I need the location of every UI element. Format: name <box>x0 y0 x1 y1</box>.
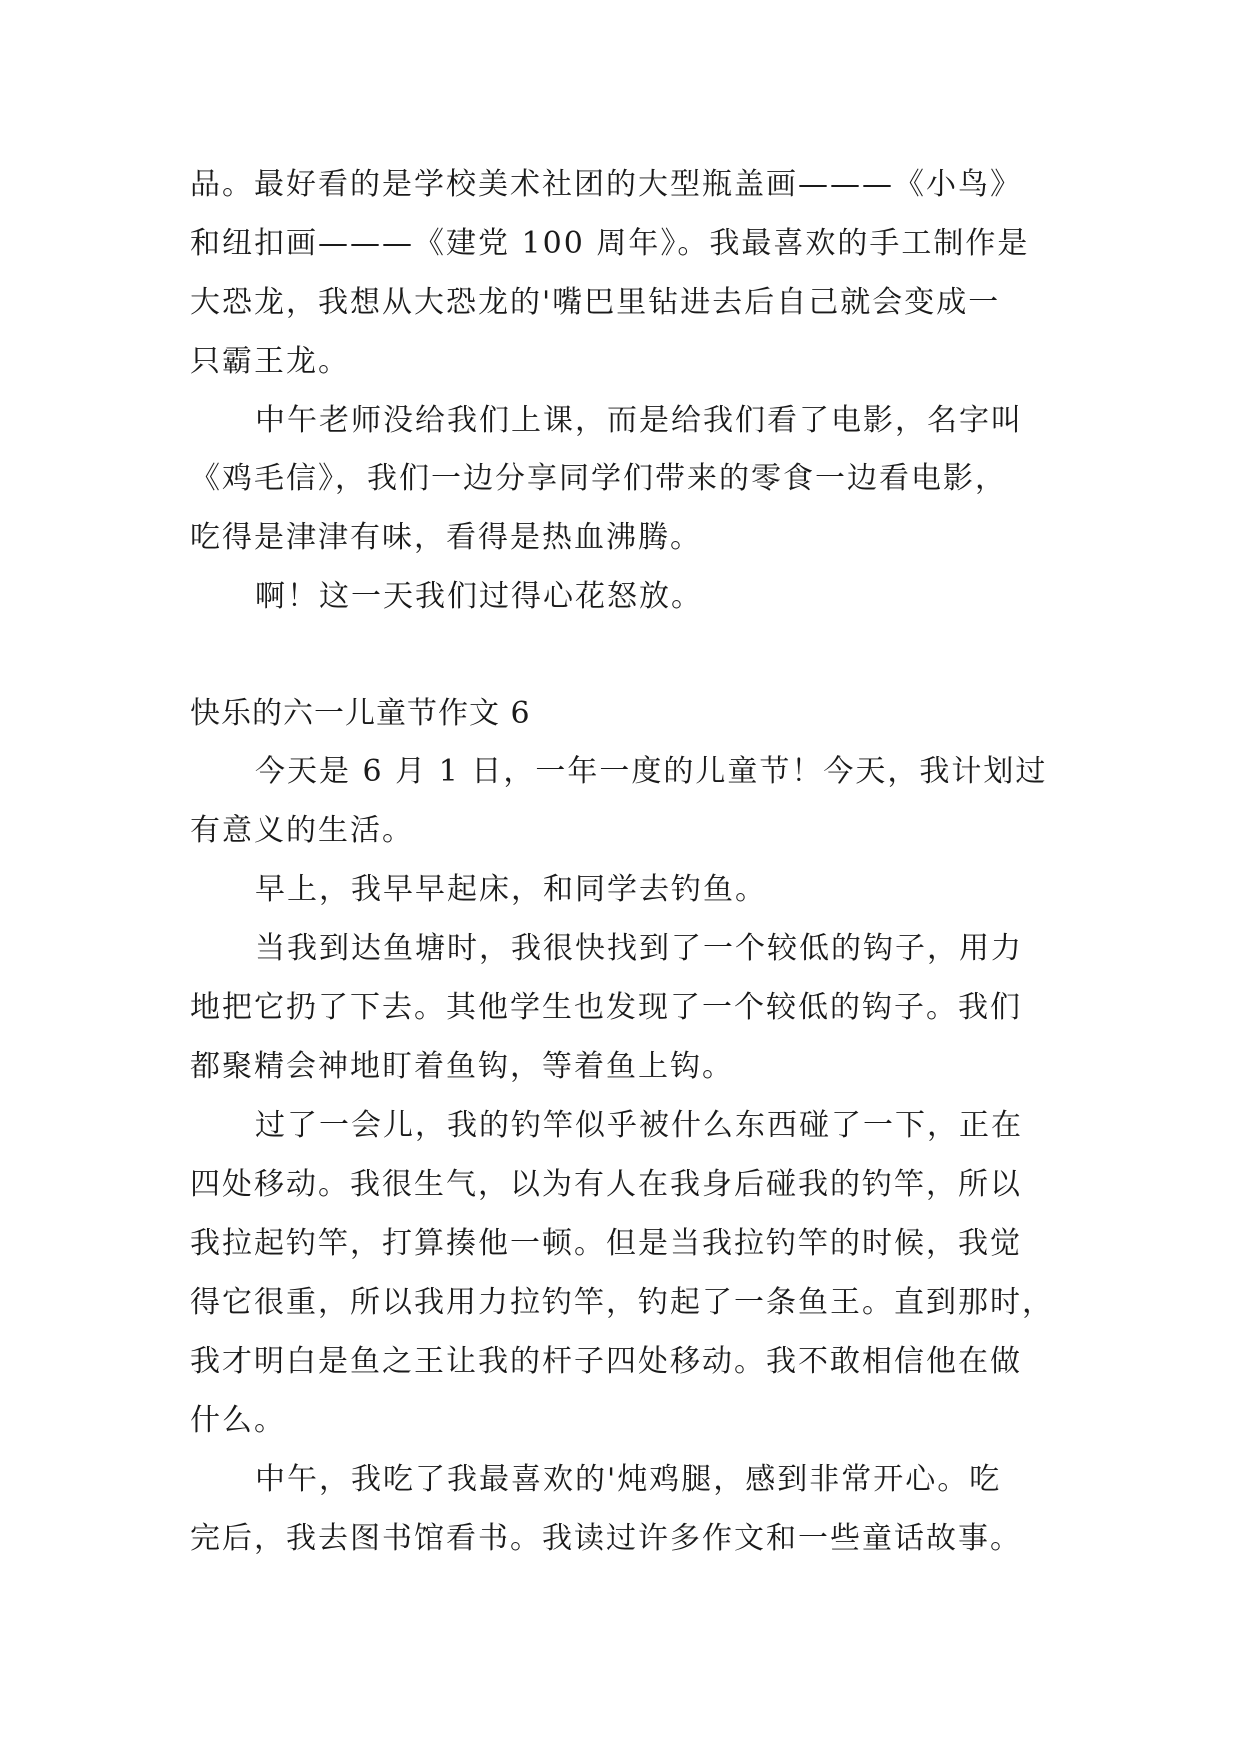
text-line: 得它很重，所以我用力拉钓竿，钓起了一条鱼王。直到那时， <box>190 1285 1054 1320</box>
text-line: 都聚精会神地盯着鱼钩，等着鱼上钩。 <box>190 1049 734 1084</box>
text-line: 大恐龙，我想从大恐龙的'嘴巴里钻进去后自己就会变成一 <box>190 285 1001 320</box>
paragraph-start-line: 中午老师没给我们上课，而是给我们看了电影，名字叫 <box>255 403 1023 438</box>
text-line: 我才明白是鱼之王让我的杆子四处移动。我不敢相信他在做 <box>190 1344 1022 1379</box>
text-line: 品。最好看的是学校美术社团的大型瓶盖画———《小鸟》 <box>190 167 1022 202</box>
paragraph-start-line: 当我到达鱼塘时，我很快找到了一个较低的钩子，用力 <box>255 931 1023 966</box>
text-line: 只霸王龙。 <box>190 344 350 379</box>
paragraph-start-line: 中午，我吃了我最喜欢的'炖鸡腿，感到非常开心。吃 <box>255 1462 1002 1497</box>
paragraph-start-line: 今天是 6 月 1 日，一年一度的儿童节！今天，我计划过 <box>255 754 1048 789</box>
text-line: 有意义的生活。 <box>190 813 414 848</box>
text-line: 《鸡毛信》，我们一边分享同学们带来的零食一边看电影， <box>190 461 1007 496</box>
section-title: 快乐的六一儿童节作文 6 <box>190 696 531 731</box>
text-line: 吃得是津津有味，看得是热血沸腾。 <box>190 520 702 555</box>
text-line: 什么。 <box>190 1403 286 1438</box>
text-line: 和纽扣画———《建党 100 周年》。我最喜欢的手工制作是 <box>190 226 1030 261</box>
text-line: 我拉起钓竿，打算揍他一顿。但是当我拉钓竿的时候，我觉 <box>190 1226 1022 1261</box>
text-line: 完后，我去图书馆看书。我读过许多作文和一些童话故事。 <box>190 1521 1022 1556</box>
paragraph-start-line: 过了一会儿，我的钓竿似乎被什么东西碰了一下，正在 <box>255 1108 1023 1143</box>
paragraph-start-line: 啊！这一天我们过得心花怒放。 <box>255 579 703 614</box>
paragraph-start-line: 早上，我早早起床，和同学去钓鱼。 <box>255 872 767 907</box>
text-line: 地把它扔了下去。其他学生也发现了一个较低的钩子。我们 <box>190 990 1022 1025</box>
text-line: 四处移动。我很生气，以为有人在我身后碰我的钓竿，所以 <box>190 1167 1022 1202</box>
